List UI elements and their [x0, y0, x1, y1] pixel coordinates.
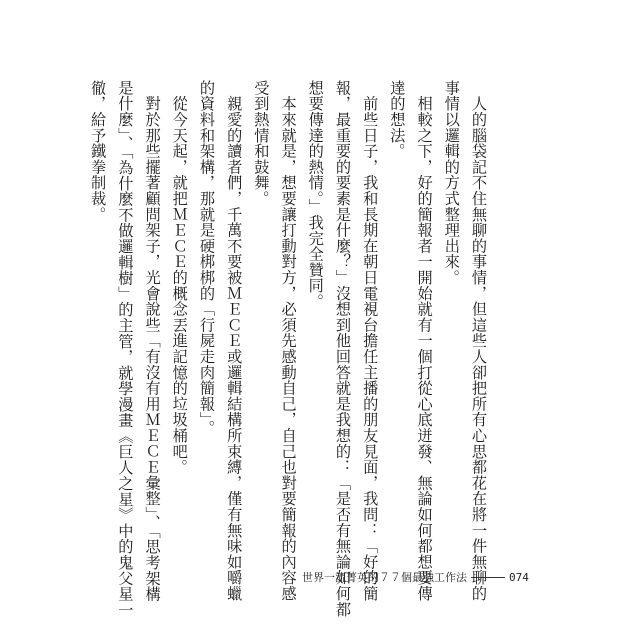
text-column: 本來就是，想要讓打動對方，必須先感動自己，自己也對要簡報的內容感	[279, 80, 298, 602]
text-column: 前些日子，我和長期在朝日電視台擔任主播的朋友見面，我問：「好的簡	[361, 80, 380, 602]
text-column: 從今天起，就把ＭＥＣＥ的概念丟進記憶的垃圾桶吧。	[170, 80, 189, 475]
text-column: 的資料和架構，那就是硬梆梆的「行屍走肉簡報」。	[197, 80, 216, 436]
text-column: 對於那些擺著顧問架子，光會說些「有沒有用ＭＥＣＥ彙整」、「思考架構	[143, 80, 162, 602]
text-column: 徹，給予鐵拳制裁。	[89, 80, 108, 223]
text-column: 報，最重要的要素是什麼？」沒想到他回答就是我想的：「是否有無論如何都	[333, 80, 352, 618]
text-column: 想要傳達的熱情。」我完全贊同。	[306, 80, 325, 310]
page-footer	[302, 569, 529, 585]
text-column: 事情以邏輯的方式整理出來。	[442, 80, 461, 286]
page-number: 074	[509, 570, 529, 584]
text-column: 相較之下，好的簡報者一開始就有一個打從心底迸發、無論如何都想要傳	[415, 80, 434, 602]
text-column: 人的腦袋記不住無聊的事情，但這些人卻把所有心思都花在將一件無聊的	[470, 80, 488, 602]
footer-rule	[471, 577, 505, 578]
text-column: 達的想法。	[388, 80, 407, 159]
running-title: 世界一流菁英的７７個最強工作法	[302, 571, 467, 584]
text-column: 是什麼」、「為什麼不做邏輯樹」的主管，就學漫畫《巨人之星》中的鬼父星一	[116, 80, 135, 618]
text-column: 親愛的讀者們，千萬不要被ＭＥＣＥ或邏輯結構所束縛，僅有無味如嚼蠟	[225, 80, 244, 602]
text-column: 受到熱情和鼓舞。	[252, 80, 271, 207]
